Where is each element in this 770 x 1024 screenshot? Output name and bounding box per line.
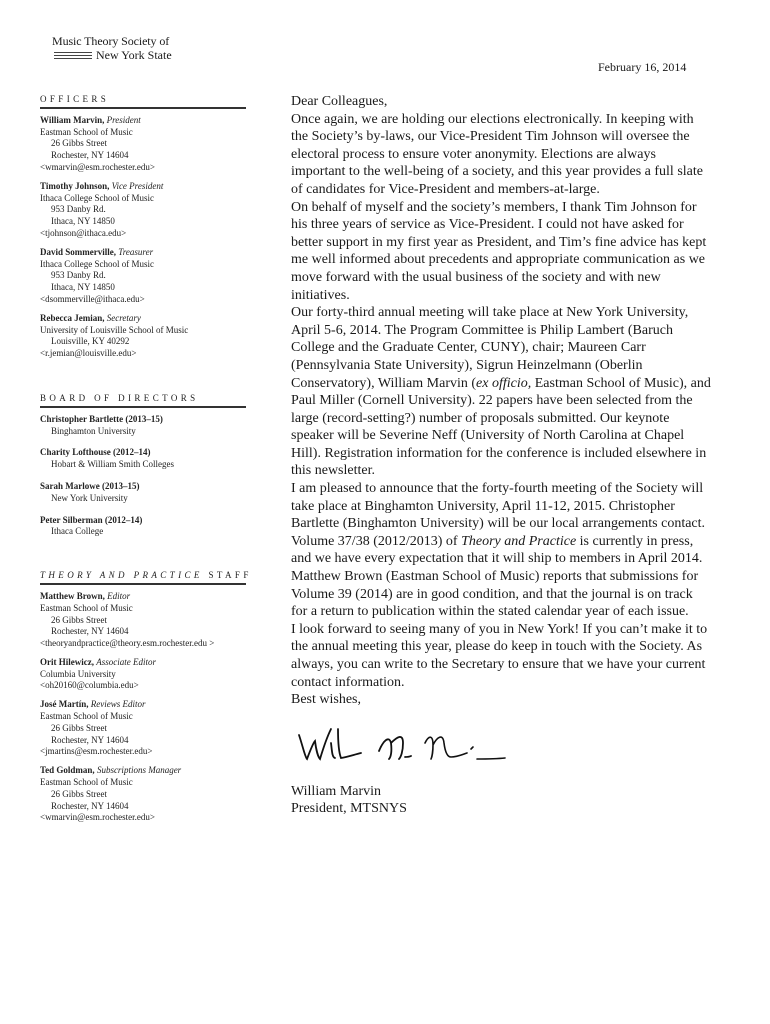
paragraph-journal-part-a: Volume 37/38 (2012/2013) of (291, 533, 462, 549)
person-detail-line: Eastman School of Music (40, 602, 133, 613)
board-person (40, 515, 246, 539)
person-name-text: Christopher Bartlette (2013–15) (40, 413, 163, 424)
staff-heading-journal: THEORY AND PRACTICE (40, 570, 203, 581)
person-role: Associate Editor (96, 656, 156, 667)
paragraph-journal-part-b: is currently in press, and we have every expectation that it will ship to members in April 2014. Matthew Brown (Eastman School of Music) reports that submissions for Volume 39 (2014) are in good condition, and that the journal is on track for a return to publication within the stated calendar year of each issue. (291, 533, 703, 620)
sidebar (40, 94, 252, 831)
person-role: President (106, 114, 141, 125)
staff-person (40, 591, 246, 650)
person-detail-line: Columbia University (40, 668, 116, 679)
paragraph-annual-meeting-italic: ex officio, (476, 375, 532, 391)
person-detail-line: University of Louisville School of Music (40, 324, 189, 335)
person-detail-line: 953 Danby Rd. (51, 204, 106, 215)
person-name-text: Peter Silberman (2012–14) (40, 514, 143, 525)
person-detail-line: <dsommerville@ithaca.edu> (40, 293, 145, 304)
paragraph-annual-meeting-part-b: Eastman School of Music), and Paul Miller (Cornell University). 22 papers have been selected from the large (record-setting?) number of proposals submitted. Our keynote speaker will be Severine Neff (University of North Carolina at Chapel Hill). Registration information for the conference is included elsewhere in this newsletter. (291, 375, 711, 479)
board-person (40, 481, 246, 505)
staff-person (40, 657, 246, 692)
person-detail-line: <tjohnson@ithaca.edu> (40, 227, 127, 238)
person-detail-line: Ithaca, NY 14850 (51, 216, 115, 227)
person-name (40, 765, 246, 777)
person-detail-line: Louisville, KY 40292 (51, 336, 130, 347)
person-detail-line: Binghamton University (51, 425, 136, 436)
person-detail-line: Ithaca, NY 14850 (51, 282, 115, 293)
person-detail-line: <r.jemian@louisville.edu> (40, 348, 137, 359)
person-detail-line: 26 Gibbs Street (51, 138, 107, 149)
person-detail-line: Rochester, NY 14604 (51, 626, 129, 637)
signer-name: William Marvin (291, 783, 382, 799)
board-list (40, 414, 246, 538)
person-detail-line: Rochester, NY 14604 (51, 150, 129, 161)
person-role: Vice President (111, 180, 164, 191)
person-name-text: William Marvin, (40, 114, 105, 125)
person-detail-line: Ithaca College School of Music (40, 192, 154, 203)
person-name-text: Timothy Johnson, (40, 180, 110, 191)
person-name-text: Orit Hilewicz, (40, 656, 94, 667)
letter-date: February 16, 2014 (598, 60, 687, 74)
paragraph-closing-remarks: I look forward to seeing many of you in New York! If you can’t make it to the annual meeting this year, please do keep in touch with the Society. As always, you can write to the Secretary to ensure that we have your current contact information. (291, 621, 708, 690)
officers-person (40, 115, 246, 174)
person-name (40, 181, 246, 193)
person-detail-line: <theoryandpractice@theory.esm.rochester.edu > (40, 638, 215, 649)
officers-list (40, 115, 246, 360)
signer-title: President, MTSNYS (291, 801, 407, 817)
officers-person (40, 247, 246, 306)
board-person (40, 447, 246, 471)
logo-line-2: New York State (96, 48, 172, 62)
person-name (40, 447, 246, 459)
person-name (40, 115, 246, 127)
person-detail-line: New York University (51, 492, 128, 503)
staff-heading (40, 570, 252, 585)
person-name-text: Rebecca Jemian, (40, 312, 105, 323)
logo-line-1: Music Theory Society of (52, 34, 170, 48)
staff-list (40, 591, 246, 824)
staff-person (40, 765, 246, 824)
paragraph-annual-meeting-part-a: Our forty-third annual meeting will take place at New York University, April 5-6, 2014. The Program Committee is Philip Lambert (Baruch College and the Graduate Center, CUNY), chair; Maureen Carr (Pennsylvania State University), Sigrun Heinzelmann (Oberlin Conservatory), William Marvin ( (291, 305, 689, 391)
person-detail-line: 26 Gibbs Street (51, 614, 107, 625)
person-name (40, 313, 246, 325)
person-name (40, 591, 246, 603)
person-name-text: Charity Lofthouse (2012–14) (40, 447, 151, 458)
person-name-text: José Martín, (40, 699, 89, 710)
person-detail-line: Rochester, NY 14604 (51, 800, 129, 811)
person-detail-line: 26 Gibbs Street (51, 788, 107, 799)
officers-person (40, 181, 246, 240)
paragraph-next-meeting: I am pleased to announce that the forty-fourth meeting of the Society will take place at Binghamton University, April 11-12, 2015. Christopher Bartlette (Binghamton University) will be our local arrangements contact. (291, 481, 706, 532)
person-name (40, 481, 246, 493)
person-role: Subscriptions Manager (96, 765, 182, 776)
closing: Best wishes, (291, 692, 361, 708)
person-name (40, 699, 246, 711)
person-detail-line: <wmarvin@esm.rochester.edu> (40, 161, 155, 172)
person-detail-line: <oh20160@columbia.edu> (40, 680, 139, 691)
person-detail-line: Ithaca College School of Music (40, 258, 154, 269)
person-name (40, 515, 246, 527)
officers-heading: OFFICERS (40, 94, 246, 109)
handwritten-signature (291, 713, 521, 777)
person-detail-line: Hobart & William Smith Colleges (51, 459, 174, 470)
person-name-text: Sarah Marlowe (2013–15) (40, 480, 140, 491)
person-detail-line: <wmarvin@esm.rochester.edu> (40, 812, 155, 823)
person-role: Editor (107, 590, 131, 601)
staff-person (40, 699, 246, 758)
person-detail-line: 26 Gibbs Street (51, 722, 107, 733)
paragraph-journal-italic: Theory and Practice (461, 533, 577, 549)
board-heading: BOARD OF DIRECTORS (40, 393, 246, 408)
paragraph-elections: Once again, we are holding our elections electronically. In keeping with the Society’s by-laws, our Vice-President Tim Johnson will oversee the electoral process to ensure voter anonymity. Elections are always important to the well-being of a society, and this year provides a full slate of candidates for Vice-President and members-at-large. (291, 111, 703, 197)
person-detail-line: Eastman School of Music (40, 126, 133, 137)
person-name (40, 414, 246, 426)
logo-lines-graphic (54, 52, 92, 64)
person-detail-line: Eastman School of Music (40, 711, 133, 722)
society-logo (50, 34, 210, 70)
person-detail-line: 953 Danby Rd. (51, 270, 106, 281)
person-role: Secretary (106, 312, 141, 323)
paragraph-thanks: On behalf of myself and the society’s members, I thank Tim Johnson for his three years of service as Vice-President. I could not have asked for better support in my first year as President, and Tim’s fine advice has kept me well informed about precedents and appropriate communication as we move forward with the usual business of the society and with new initiatives. (291, 199, 707, 303)
board-person (40, 414, 246, 438)
salutation: Dear Colleagues, (291, 94, 388, 109)
person-name-text: Matthew Brown, (40, 590, 105, 601)
person-name (40, 657, 246, 669)
person-detail-line: Ithaca College (51, 526, 104, 537)
person-role: Treasurer (118, 246, 154, 257)
person-name-text: David Sommerville, (40, 246, 116, 257)
person-role: Reviews Editor (90, 699, 146, 710)
person-detail-line: <jmartins@esm.rochester.edu> (40, 746, 153, 757)
person-detail-line: Rochester, NY 14604 (51, 734, 129, 745)
person-name-text: Ted Goldman, (40, 765, 95, 776)
paragraph-journal (291, 533, 711, 621)
staff-heading-rest: STAFF (208, 570, 252, 581)
person-detail-line: Eastman School of Music (40, 777, 133, 788)
paragraph-annual-meeting (291, 304, 711, 480)
officers-person (40, 313, 246, 360)
person-name (40, 247, 246, 259)
letter-body (291, 93, 711, 818)
